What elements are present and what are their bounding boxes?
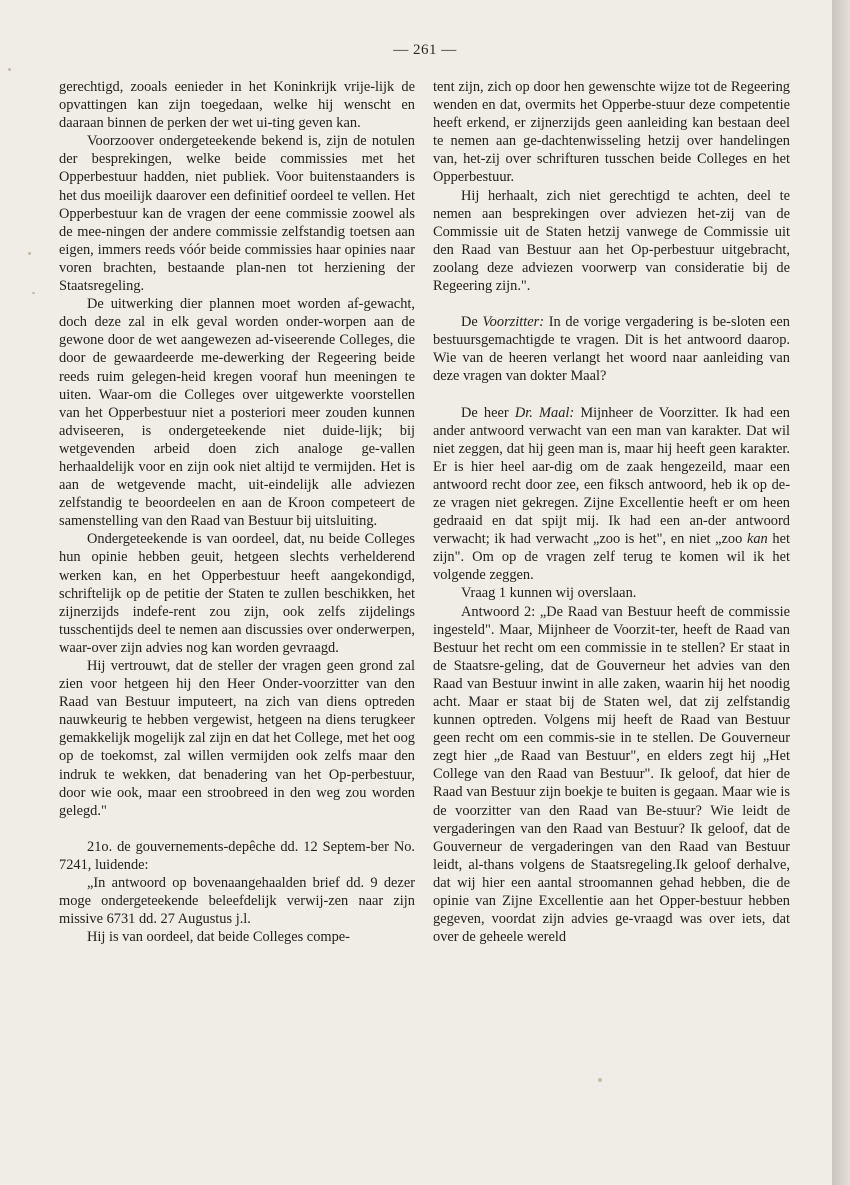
speaker-prefix: De heer [461, 404, 509, 421]
paragraph: De uitwerking dier plannen moet worden af-gewacht, doch deze zal in elk geval worden onder-worpen aan de gewone door de wet aangewezen ad-viseerende Colleges, die door de gewaardeerde me-dewerking der Regeering beide reeds ruim gelegen-heid kregen vooraf hun meeningen te uiten. Waar-om die Colleges over uitgewerkte voorstellen van het Opperbestuur niet a posteriori meer zouden kunnen adviseeren, is ondergeteekende niet duide-lijk; bij wetgevenden arbeid doen zich analoge ge-vallen herhaaldelijk voor en zijn ook niet altijd te vermijden. Het is aan de wetgevende macht, uit-eindelijk alle adviezen zelfstandig te beoordeelen en aan de Kroon competeert de samenstelling van den Raad van Bestuur bij uitsluiting. [59, 296, 415, 530]
paragraph: „In antwoord op bovenaangehaalden brief dd. 9 dezer moge ondergeteekende beleefdelijk verwij-zen naar zijn missive 6731 dd. 27 Augustus j.l. [59, 875, 415, 928]
right-column [433, 78, 790, 946]
speech-text-tail: het zijn". Om op de vragen zelf terug te komen wil ik het volgende zeggen. [433, 531, 790, 584]
speech-text: Mijnheer de Voorzitter. Ik had een ander antwoord verwacht van een man van karakter. Dat wil niet zeggen, dat hij geen man is, maar hij heeft geen karakter. Er is hier heel aar-dig om de zaak hengezeild, maar een antwoord recht door zee, een fiksch antwoord, heb ik op de-ze vragen niet gekregen. Zijne Excellentie heeft er om heen gedraaid en dat spijt mij. Ik had een an-der antwoord verwacht; ik had verwacht „zoo is het", en niet „zoo [433, 404, 790, 548]
page-edge [832, 0, 850, 1185]
paragraph-voorzitter [433, 313, 790, 385]
paragraph: Hij is van oordeel, dat beide Colleges compe- [87, 929, 350, 946]
left-column [59, 78, 415, 946]
paragraph: 21o. de gouvernements-depêche dd. 12 Septem-ber No. 7241, luidende: [59, 838, 415, 873]
paper-spot [28, 252, 31, 255]
paper-spot [8, 68, 11, 71]
paper-spot [32, 292, 35, 294]
speech-text: In de vorige vergadering is be-sloten een bestuursgemachtigde te vragen. Dit is het antwoord daarop. Wie van de heeren verlangt het woord naar aanleiding van deze vragen van dokter Maal? [433, 314, 790, 385]
paragraph: Ondergeteekende is van oordeel, dat, nu beide Colleges hun opinie hebben geuit, hetgeen slechts verhelderend werken kan, en het Opperbestuur heeft aangekondigd, schriftelijk op de petitie der Staten te zullen beschikken, het zijnerzijds indefe-rent zou zijn, ook zelfs zijdelings tusschentijds deel te nemen aan discussies over onderwerpen, waar-over zijn advies nog kan worden gevraagd. [59, 531, 415, 656]
paper-spot [598, 1078, 602, 1082]
emphasis-kan: kan [746, 531, 768, 548]
speaker-name: Voorzitter: [482, 314, 545, 331]
paragraph: gerechtigd, zooals eenieder in het Koninkrijk vrije-lijk de opvattingen kan zijn toegedaan, welke hij wenscht en daaraan binnen de perken der wet ui-ting geven kan. [59, 79, 415, 132]
paragraph: Hij vertrouwt, dat de steller der vragen geen grond zal zien voor hetgeen hij den Heer Onder-voorzitter van den Raad van Bestuur imputeert, na zich van diens optreden nauwkeurig te hebben vergewist, hetgeen na diens terugkeer gemakkelijk mogelijk zal zijn en dat het College, met het oog op de toekomst, zal willen vermijden ook zelfs maar den indruk te wekken, dat benadering van het Op-perbestuur, door wie ook, maar een stroobreed in den weg zou worden gelegd." [59, 658, 415, 819]
speaker-prefix: De [461, 314, 478, 331]
speaker-name: Dr. Maal: [514, 404, 575, 421]
paragraph-dr-maal [433, 404, 790, 585]
paragraph: Hij herhaalt, zich niet gerechtigd te achten, deel te nemen aan besprekingen over adviezen het-zij van de Commissie uit de Staten hetzij vanwege de Commissie uit den Raad van Bestuur aan het Op-perbestuur uitgebracht, zoolang deze adviezen voorwerp van consideratie bij de Regeering zijn.". [433, 187, 790, 295]
paragraph: Antwoord 2: „De Raad van Bestuur heeft de commissie ingesteld". Maar, Mijnheer de Voorzit-ter, heeft de Raad van Bestuur het recht om een commissie in te stellen? Er staat in de Staatsre-geling, dat de Gouverneur het advies van den Raad van Bestuur inwint in alle zaken, waarin hij het noodig acht. Maar er staat bij de Staten wel, dat zij zelfstandig kunnen optreden. Volgens mij heeft de Raad van Bestuur geen recht om een commis-sie in te stellen. De Gouverneur zegt hier „de Raad van Bestuur", en elders zegt hij „Het College van den Raad van Bestuur". Ik geloof, dat hier de Raad van Bestuur zijn boekje te buiten is gegaan. Maar wie is de voorzitter van den Raad van Be-stuur? Wie leidt de vergaderingen van den Raad van Bestuur? Ik geloof, dat de Gouverneur de vergaderingen van den Raad van Bestuur leidt, al-thans volgens de Staatsregeling.Ik geloof derhalve, dat wij hier een aantal stroomannen gehad hebben, die de opinie van Zijne Excellentie aan het Opper-bestuur hebben gegeven, voordat zijn advies ge-vraagd was over iets, dat over de geheele wereld [433, 603, 790, 946]
paragraph: tent zijn, zich op door hen gewenschte wijze tot de Regeering wenden en dat, overmits het Opperbe-stuur deze competentie heeft erkend, er zijnerzijds geen aanleiding kan bestaan deel te nemen aan ge-dachtenwisseling hetzij over handelingen van, het-zij over schrifturen tusschen beide Colleges en het Opperbestuur. [433, 79, 790, 186]
paragraph: Vraag 1 kunnen wij overslaan. [461, 585, 637, 602]
page-number: — 261 — [393, 42, 457, 58]
paragraph: Voorzoover ondergeteekende bekend is, zijn de notulen der besprekingen, welke beide commissies met het Opperbestuur hadden, niet publiek. Voor buitenstaanders is het dus moeilijk daarover een definitief oordeel te vellen. Het Opperbestuur kan de vragen der eene commissie zoowel als de mee-ningen der andere commissie zelfstandig toetsen aan eigen, immers reeds vóór beide commissies haar opinies naar voren brachten, bestaande plan-nen tot herziening der Staatsregeling. [59, 133, 415, 295]
